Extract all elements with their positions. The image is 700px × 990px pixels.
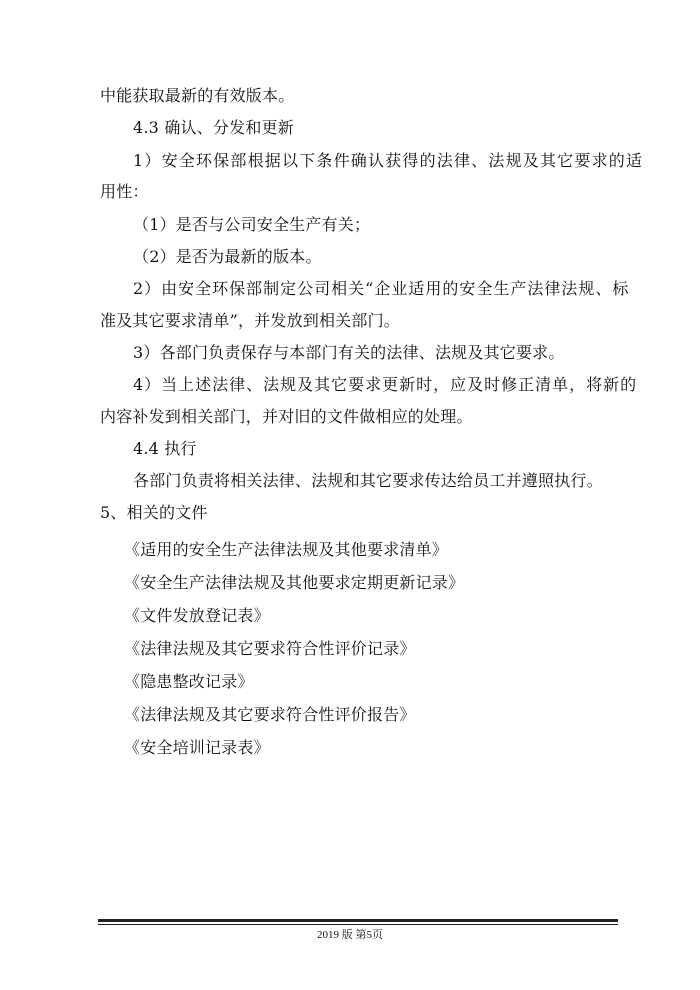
paragraph-2-line-2: 准及其它要求清单”，并发放到相关部门。 xyxy=(100,311,400,330)
footer-rule-thick xyxy=(98,919,618,922)
related-document-item: 《安全培训记录表》 xyxy=(124,738,270,757)
paragraph-1-line-2: 用性： xyxy=(100,182,149,201)
related-document-item: 《安全生产法律法规及其他要求定期更新记录》 xyxy=(124,573,465,592)
paragraph-1-line-1 xyxy=(133,151,644,171)
condition-item-2: （2）是否为最新的版本。 xyxy=(133,247,322,266)
paragraph-execution: 各部门负责将相关法律、法规和其它要求传达给员工并遵照执行。 xyxy=(133,471,603,490)
section-heading-4-3: 4.3 确认、分发和更新 xyxy=(133,118,294,137)
paragraph-3: 3）各部门负责保存与本部门有关的法律、法规及其它要求。 xyxy=(133,343,565,362)
paragraph-4-line-1 xyxy=(133,375,637,395)
text-line-continuation: 中能获取最新的有效版本。 xyxy=(100,86,295,105)
section-heading-5: 5、相关的文件 xyxy=(100,503,208,522)
footer-page-info: 2019 版 第5页 xyxy=(317,929,383,941)
paragraph-2-line-1-text: 2）由安全环保部制定公司相关“企业适用的安全生产法律法规、标 xyxy=(133,279,630,298)
related-document-item: 《法律法规及其它要求符合性评价记录》 xyxy=(124,639,416,658)
paragraph-4-line-1-text: 4）当上述法律、法规及其它要求更新时，应及时修正清单，将新的 xyxy=(133,375,638,394)
related-document-item: 《适用的安全生产法律法规及其他要求清单》 xyxy=(124,540,449,559)
related-document-item: 《隐患整改记录》 xyxy=(124,672,254,691)
section-heading-4-4: 4.4 执行 xyxy=(133,439,197,458)
related-document-item: 《法律法规及其它要求符合性评价报告》 xyxy=(124,705,416,724)
related-document-item: 《文件发放登记表》 xyxy=(124,606,270,625)
footer-rule-thin xyxy=(98,924,618,925)
condition-item-1: （1）是否与公司安全生产有关； xyxy=(133,215,371,234)
paragraph-4-line-2: 内容补发到相关部门，并对旧的文件做相应的处理。 xyxy=(100,407,473,426)
paragraph-1-line-1-text: 1）安全环保部根据以下条件确认获得的法律、法规及其它要求的适 xyxy=(133,151,644,170)
paragraph-2-line-1 xyxy=(133,279,629,299)
